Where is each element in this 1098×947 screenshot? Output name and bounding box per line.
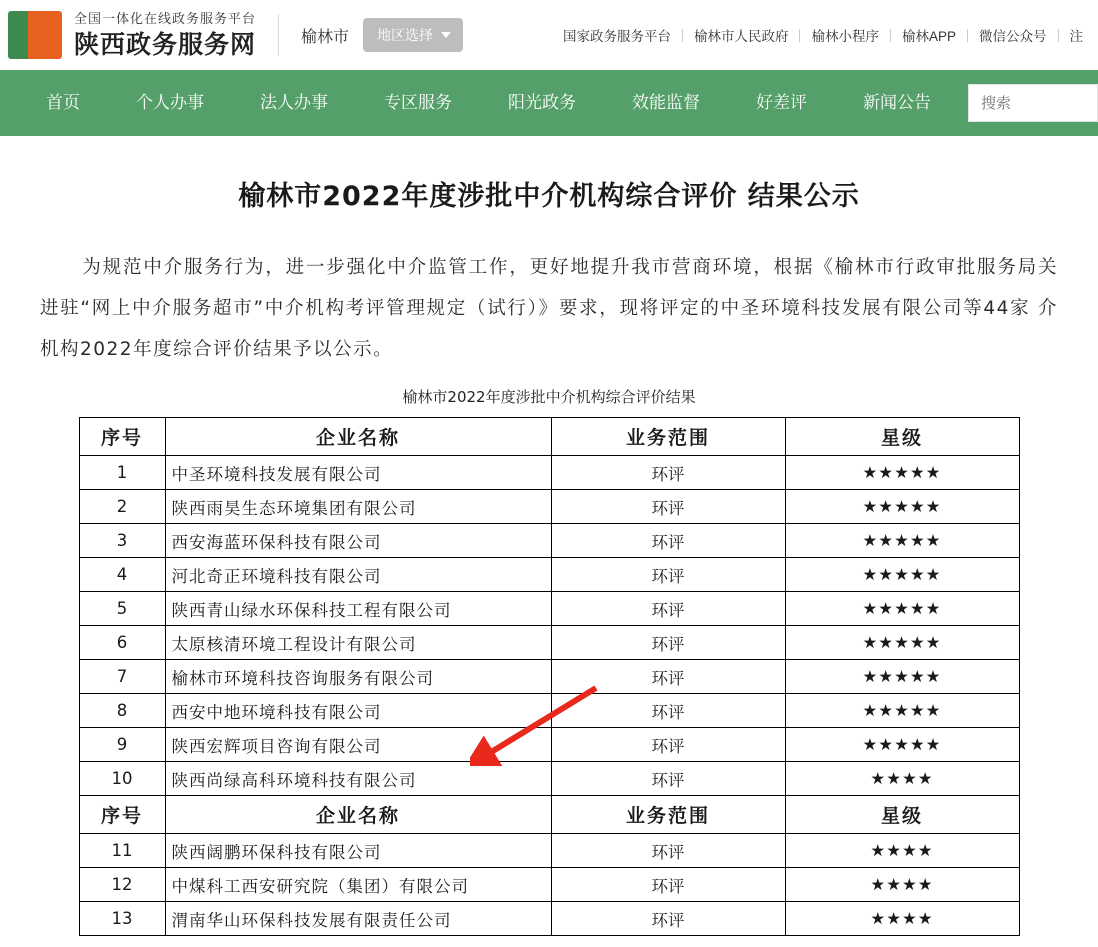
cell-index: 7	[79, 660, 165, 694]
table-row	[79, 558, 1019, 592]
paragraph-text: 为规范中介服务行为，进一步强化中介监管工作，更好地提升我市营商环境，根据《榆林市行政审批服务局关 进驻“网上中介服务超市”中介机构考评管理规定（试行）》要求，现将评定的中圣环境科技发展有限公司等44家 介机构2022年度综合评价结果予以公示。	[40, 257, 1058, 360]
table-row	[79, 626, 1019, 660]
cell-scope: 环评	[551, 834, 785, 868]
region-select-label: 地区选择	[377, 27, 434, 43]
top-link-register[interactable]: 注	[1069, 29, 1083, 44]
cell-index: 10	[79, 762, 165, 796]
table-row	[79, 524, 1019, 558]
table-row	[79, 490, 1019, 524]
cell-rating: ★★★★	[785, 834, 1019, 868]
cell-rating: ★★★★★	[785, 728, 1019, 762]
column-header-index: 序号	[79, 418, 165, 456]
top-link-miniprogram[interactable]: 榆林小程序	[811, 29, 879, 44]
region-select-button[interactable]	[363, 18, 463, 52]
cell-scope: 环评	[551, 902, 785, 936]
nav-item-legal-entity[interactable]: 法人办事	[260, 93, 328, 112]
search-box[interactable]	[968, 84, 1098, 122]
table-row	[79, 762, 1019, 796]
table-row	[79, 868, 1019, 902]
cell-company: 陕西尚绿高科环境科技有限公司	[165, 762, 551, 796]
column-header-rating: 星级	[785, 796, 1019, 834]
nav-item-sunshine-gov[interactable]: 阳光政务	[508, 93, 576, 112]
cell-scope: 环评	[551, 558, 785, 592]
cell-company: 西安海蓝环保科技有限公司	[165, 524, 551, 558]
cell-scope: 环评	[551, 660, 785, 694]
cell-index: 3	[79, 524, 165, 558]
cell-index: 1	[79, 456, 165, 490]
nav-item-news[interactable]: 新闻公告	[863, 93, 931, 112]
chevron-down-icon	[441, 32, 451, 38]
cell-rating: ★★★★★	[785, 490, 1019, 524]
top-link-group	[552, 0, 1098, 70]
search-input[interactable]	[979, 94, 1087, 113]
cell-scope: 环评	[551, 694, 785, 728]
page-title: 榆林市2022年度涉批中介机构综合评价 结果公示	[238, 181, 860, 212]
table-row	[79, 592, 1019, 626]
cell-rating: ★★★★	[785, 762, 1019, 796]
table-caption: 榆林市2022年度涉批中介机构综合评价结果	[402, 388, 696, 406]
cell-index: 12	[79, 868, 165, 902]
top-link-national-platform[interactable]: 国家政务服务平台	[562, 29, 671, 44]
cell-rating: ★★★★	[785, 902, 1019, 936]
cell-rating: ★★★★★	[785, 558, 1019, 592]
column-header-company: 企业名称	[165, 418, 551, 456]
site-logo-icon	[8, 7, 64, 63]
cell-index: 2	[79, 490, 165, 524]
document-paragraph	[40, 247, 1058, 370]
table-header-row-repeat	[79, 796, 1019, 834]
column-header-company: 企业名称	[165, 796, 551, 834]
page-content	[0, 174, 1098, 947]
cell-rating: ★★★★★	[785, 524, 1019, 558]
evaluation-table	[79, 417, 1020, 936]
table-row	[79, 902, 1019, 936]
divider	[278, 14, 279, 56]
cell-company: 西安中地环境科技有限公司	[165, 694, 551, 728]
top-link-app[interactable]: 榆林APP	[901, 29, 956, 44]
cell-company: 河北奇正环境科技有限公司	[165, 558, 551, 592]
cell-rating: ★★★★★	[785, 456, 1019, 490]
cell-rating: ★★★★	[785, 868, 1019, 902]
column-header-index: 序号	[79, 796, 165, 834]
cell-company: 中煤科工西安研究院（集团）有限公司	[165, 868, 551, 902]
cell-scope: 环评	[551, 762, 785, 796]
nav-item-zone-service[interactable]: 专区服务	[384, 93, 452, 112]
table-row	[79, 834, 1019, 868]
cell-company: 陕西雨昊生态环境集团有限公司	[165, 490, 551, 524]
cell-company: 中圣环境科技发展有限公司	[165, 456, 551, 490]
cell-scope: 环评	[551, 490, 785, 524]
nav-item-review[interactable]: 好差评	[756, 93, 807, 112]
table-row	[79, 728, 1019, 762]
top-bar	[0, 0, 1098, 70]
cell-index: 6	[79, 626, 165, 660]
table-row	[79, 456, 1019, 490]
brand-block	[74, 9, 256, 61]
table-row	[79, 660, 1019, 694]
cell-company: 陕西宏辉项目咨询有限公司	[165, 728, 551, 762]
column-header-scope: 业务范围	[551, 796, 785, 834]
cell-company: 太原核清环境工程设计有限公司	[165, 626, 551, 660]
cell-rating: ★★★★★	[785, 626, 1019, 660]
cell-index: 11	[79, 834, 165, 868]
cell-company: 陕西阔鹏环保科技有限公司	[165, 834, 551, 868]
cell-index: 5	[79, 592, 165, 626]
current-city-label: 榆林市	[301, 28, 350, 46]
column-header-scope: 业务范围	[551, 418, 785, 456]
cell-company: 渭南华山环保科技发展有限责任公司	[165, 902, 551, 936]
cell-scope: 环评	[551, 868, 785, 902]
nav-item-home[interactable]: 首页	[46, 93, 80, 112]
cell-rating: ★★★★★	[785, 660, 1019, 694]
cell-index: 4	[79, 558, 165, 592]
nav-item-efficiency[interactable]: 效能监督	[632, 93, 700, 112]
table-row	[79, 694, 1019, 728]
main-navigation	[0, 70, 1098, 136]
cell-index: 13	[79, 902, 165, 936]
cell-rating: ★★★★★	[785, 592, 1019, 626]
brand-subtitle: 全国一体化在线政务服务平台	[74, 11, 257, 26]
cell-scope: 环评	[551, 626, 785, 660]
column-header-rating: 星级	[785, 418, 1019, 456]
table-header-row	[79, 418, 1019, 456]
cell-index: 9	[79, 728, 165, 762]
cell-scope: 环评	[551, 456, 785, 490]
top-link-city-government[interactable]: 榆林市人民政府	[693, 29, 789, 44]
nav-item-personal[interactable]: 个人办事	[136, 93, 204, 112]
cell-scope: 环评	[551, 592, 785, 626]
cell-company: 榆林市环境科技咨询服务有限公司	[165, 660, 551, 694]
cell-index: 8	[79, 694, 165, 728]
cell-scope: 环评	[551, 524, 785, 558]
table-body	[79, 418, 1019, 936]
cell-company: 陕西青山绿水环保科技工程有限公司	[165, 592, 551, 626]
top-link-wechat[interactable]: 微信公众号	[979, 29, 1047, 44]
brand-title: 陕西政务服务网	[74, 31, 257, 59]
cell-scope: 环评	[551, 728, 785, 762]
cell-rating: ★★★★★	[785, 694, 1019, 728]
